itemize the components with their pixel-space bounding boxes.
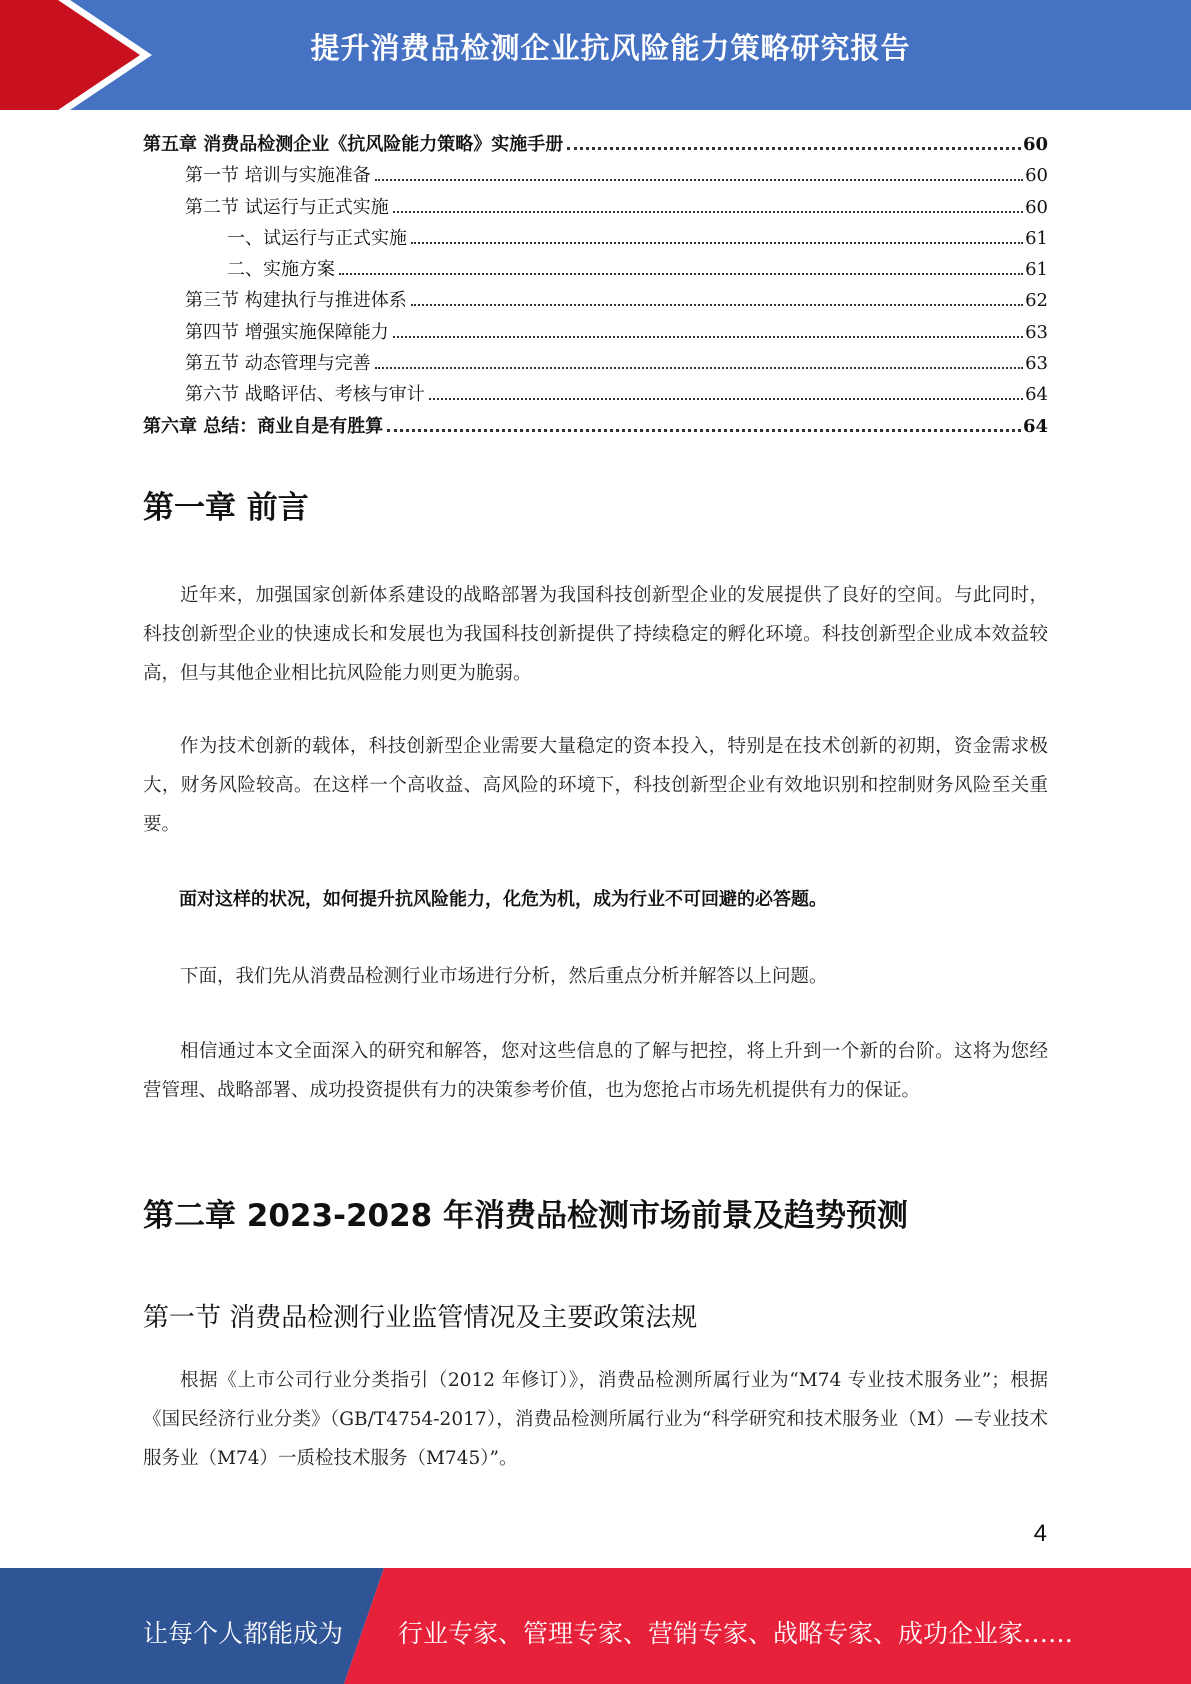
toc-entry[interactable]	[143, 224, 1048, 255]
toc-entry[interactable]	[143, 286, 1048, 317]
toc-entry[interactable]	[143, 130, 1048, 161]
toc-leader	[393, 336, 1023, 338]
toc-leader	[375, 179, 1023, 181]
chapter1-paragraph-2: 作为技术创新的载体，科技创新型企业需要大量稳定的资本投入，特别是在技术创新的初期，资金需求极大，财务风险较高。在这样一个高收益、高风险的环境下，科技创新型企业有效地识别和控制财务风险至关重要。	[143, 736, 1048, 835]
toc-page-number: 64	[1022, 415, 1048, 437]
toc-entry[interactable]	[143, 349, 1048, 380]
toc-leader	[393, 211, 1023, 213]
toc-entry-text: 二、实施方案	[227, 259, 335, 281]
chapter1-paragraph-3: 面对这样的状况，如何提升抗风险能力，化危为机，成为行业不可回避的必答题。	[179, 889, 827, 910]
toc-leader	[411, 304, 1023, 306]
toc-page-number: 61	[1025, 227, 1048, 249]
toc-entry[interactable]	[143, 318, 1048, 349]
toc-entry[interactable]	[143, 412, 1048, 443]
toc-page-number: 63	[1025, 321, 1048, 343]
toc-entry-text: 一、试运行与正式实施	[227, 227, 407, 249]
footer-band	[0, 1568, 1191, 1684]
chapter1-heading: 第一章 前言	[143, 490, 309, 526]
toc-page-number: 60	[1025, 196, 1048, 218]
footer-slogan-left: 让每个人都能成为	[143, 1619, 344, 1648]
toc-leader	[411, 242, 1023, 244]
section1-heading: 第一节 消费品检测行业监管情况及主要政策法规	[143, 1303, 698, 1333]
footer-slogan-right: 行业专家、管理专家、营销专家、战略专家、成功企业家……	[398, 1619, 1074, 1648]
toc-leader	[429, 398, 1023, 400]
toc-page-number: 64	[1025, 384, 1048, 406]
toc-entry-text: 第二节 试运行与正式实施	[185, 196, 389, 218]
toc-leader	[375, 367, 1023, 369]
chapter2-heading: 第二章 2023-2028 年消费品检测市场前景及趋势预测	[143, 1198, 909, 1234]
toc-entry-text: 第五节 动态管理与完善	[185, 353, 371, 375]
toc-leader	[387, 429, 1021, 432]
toc-leader	[339, 273, 1023, 275]
toc-page-number: 61	[1025, 259, 1048, 281]
chapter1-paragraph-4: 下面，我们先从消费品检测行业市场进行分析，然后重点分析并解答以上问题。	[180, 966, 828, 987]
toc-entry[interactable]	[143, 193, 1048, 224]
toc-entry[interactable]	[143, 255, 1048, 286]
toc-entry-text: 第四节 增强实施保障能力	[185, 321, 389, 343]
toc-entry-text: 第三节 构建执行与推进体系	[185, 290, 407, 312]
chapter1-paragraph-5: 相信通过本文全面深入的研究和解答，您对这些信息的了解与把控，将上升到一个新的台阶。这将为您经营管理、战略部署、成功投资提供有力的决策参考价值，也为您抢占市场先机提供有力的保证。	[143, 1041, 1048, 1101]
toc-page-number: 63	[1025, 353, 1048, 375]
toc-page-number: 60	[1022, 134, 1048, 155]
toc-entry-text: 第一节 培训与实施准备	[185, 165, 371, 187]
toc-page-number: 60	[1025, 165, 1048, 187]
header-band	[0, 0, 1191, 110]
report-title: 提升消费品检测企业抗风险能力策略研究报告	[310, 31, 911, 65]
toc-leader	[567, 147, 1021, 150]
page-number: 4	[1033, 1520, 1047, 1547]
toc-entry-text: 第五章 消费品检测企业《抗风险能力策略》实施手册	[143, 134, 564, 155]
toc-page-number: 62	[1025, 290, 1048, 312]
chapter1-paragraph-1: 近年来，加强国家创新体系建设的战略部署为我国科技创新型企业的发展提供了良好的空间。与此同时，科技创新型企业的快速成长和发展也为我国科技创新提供了持续稳定的孵化环境。科技创新型企业成本效益较高，但与其他企业相比抗风险能力则更为脆弱。	[143, 585, 1048, 684]
toc-entry[interactable]	[143, 161, 1048, 192]
chapter2-paragraph-1: 根据《上市公司行业分类指引（2012 年修订）》，消费品检测所属行业为“M74 专业技术服务业”；根据《国民经济行业分类》（GB/T4754-2017），消费品检测所属行业为“科学研究和技术服务业（M）—专业技术服务业（M74）一质检技术服务（M745）”。	[143, 1370, 1048, 1469]
toc-entry-text: 第六章 总结：商业自是有胜算	[143, 415, 384, 437]
table-of-contents	[143, 130, 1048, 443]
toc-entry[interactable]	[143, 380, 1048, 411]
toc-entry-text: 第六节 战略评估、考核与审计	[185, 384, 425, 406]
